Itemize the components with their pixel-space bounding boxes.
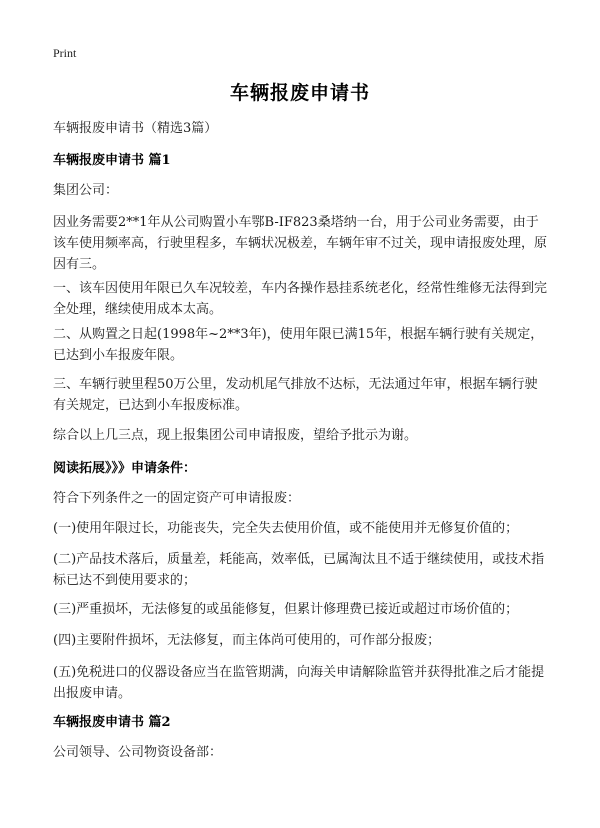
section-1-reason-2: 二、从购置之日起(1998年~2**3年)，使用年限已满15年，根据车辆行驶有关规定，已达到小车报废年限。: [53, 327, 544, 363]
section-1-heading: 车辆报废申请书 篇1: [53, 153, 171, 168]
section-2-heading: 车辆报废申请书 篇2: [53, 715, 171, 730]
section-1-reason-3: 三、车辆行驶里程50万公里，发动机尾气排放不达标，无法通过年审，根据车辆行驶有关规定，已达到小车报废标准。: [53, 377, 538, 413]
condition-item-5: (五)免税进口的仪器设备应当在监管期满，向海关申请解除监管并获得批准之后才能提出报废申请。: [53, 665, 545, 701]
extension-heading: 阅读拓展》》》申请条件：: [53, 461, 197, 476]
condition-item-2: (二)产品技术落后，质量差，耗能高，效率低，已属淘汰且不适于继续使用，或技术指标已达不到使用要求的；: [53, 552, 545, 588]
extension-intro: 符合下列条件之一的固定资产可申请报废：: [53, 491, 301, 506]
print-label: Print: [53, 46, 77, 60]
section-2-salutation: 公司领导、公司物资设备部：: [53, 745, 223, 760]
condition-item-3: (三)严重损坏，无法修复的或虽能修复，但累计修理费已接近或超过市场价值的；: [53, 602, 519, 617]
section-1-reason-1: 一、该车因使用年限已久车况较差，车内各操作悬挂系统老化，经常性维修无法得到完全处理，继续使用成本太高。: [53, 281, 548, 317]
condition-item-4: (四)主要附件损坏，无法修复，而主体尚可使用的，可作部分报废；: [53, 633, 441, 648]
section-1-conclusion: 综合以上几三点，现上报集团公司申请报废，望给予批示为谢。: [53, 428, 418, 443]
section-1-intro-paragraph: 因业务需要2**1年从公司购置小车鄂B-IF823桑塔纳一台，用于公司业务需要，由于该车使用频率高，行驶里程多，车辆状况极差，车辆年审不过关，现申请报废处理，原因有三。: [53, 215, 548, 272]
document-subtitle: 车辆报废申请书（精选3篇）: [53, 121, 218, 136]
document-title: 车辆报废申请书: [229, 82, 370, 104]
section-1-salutation: 集团公司：: [53, 183, 119, 198]
condition-item-1: (一)使用年限过长，功能丧失，完全失去使用价值，或不能使用并无修复价值的；: [53, 521, 519, 536]
